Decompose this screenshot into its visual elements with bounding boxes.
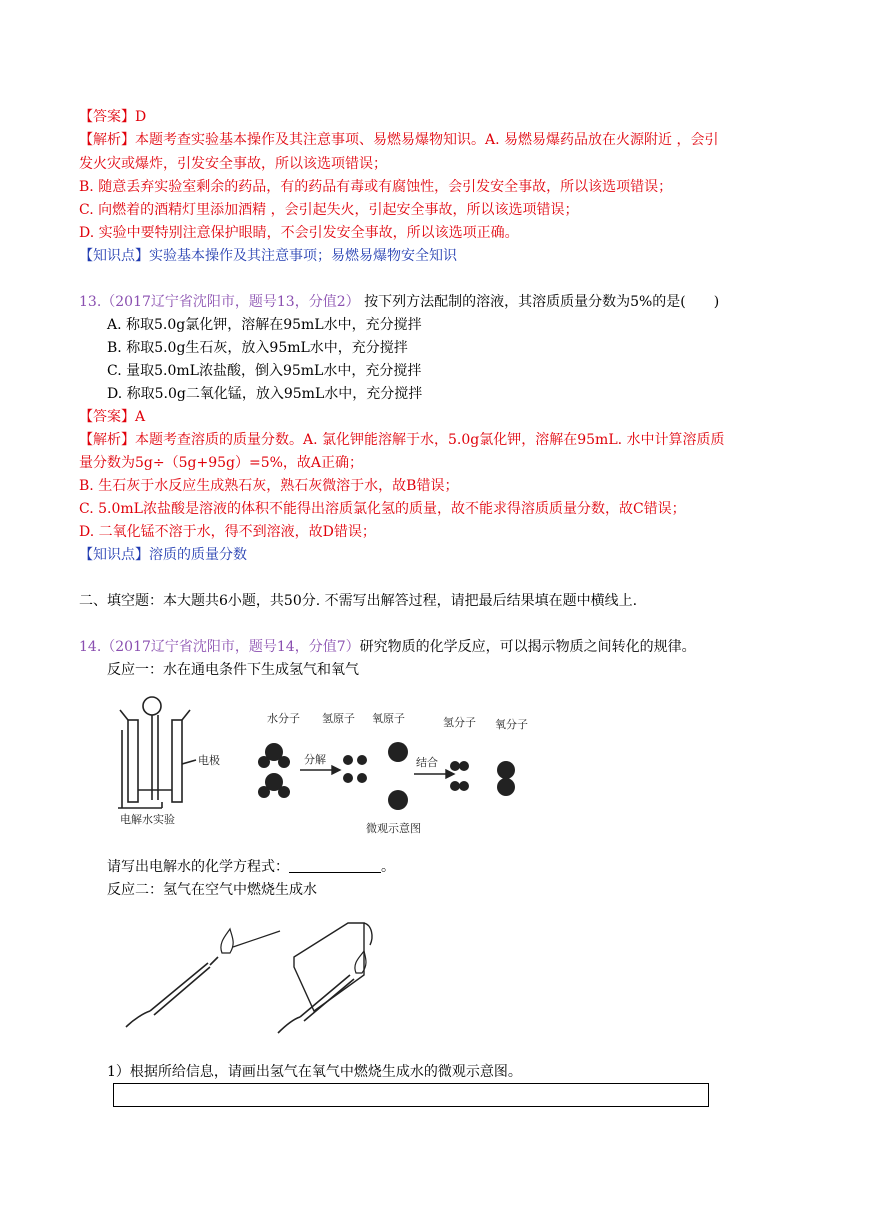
q13-analysis-c: C. 5.0mL浓盐酸是溶液的体积不能得出溶质氯化氢的质量，故不能求得溶质质量分数，故C错误； <box>79 501 686 517</box>
q13-option-b: B. 称取5.0g生石灰，放入95mL水中，充分搅拌 <box>107 340 408 356</box>
answer-tag: 【答案】 <box>79 409 135 425</box>
label-hydrogen-molecule: 氢分子 <box>443 716 476 729</box>
q12-analysis-line1 <box>79 130 718 152</box>
decompose-label: 分解 <box>304 753 326 766</box>
decompose-arrow <box>300 766 340 774</box>
analysis-tag: 【解析】 <box>79 132 135 148</box>
answer-value: A <box>135 409 146 425</box>
tube-left <box>126 957 218 1027</box>
q14-equation-prompt <box>107 857 395 879</box>
q14-subquestion-1: 1）根据所给信息，请画出氢气在氧气中燃烧生成水的微观示意图。 <box>107 1064 522 1080</box>
q13-option-a: A. 称取5.0g氯化钾，溶解在95mL水中，充分搅拌 <box>107 317 422 333</box>
answer-value: D <box>135 109 147 125</box>
q13-analysis-d: D. 二氧化锰不溶于水，得不到溶液，故D错误； <box>79 524 376 540</box>
q14-reaction2: 反应二：氢气在空气中燃烧生成水 <box>107 882 317 898</box>
electrolysis-caption: 电解水实验 <box>120 813 175 826</box>
q13-knowledge <box>79 545 247 567</box>
q13-analysis-line2: 量分数为5g÷（5g+95g）=5%，故A正确； <box>79 455 364 471</box>
knowledge-text: 实验基本操作及其注意事项；易燃易爆物安全知识 <box>149 248 457 264</box>
q12-analysis-line2: 发火灾或爆炸，引发安全事故，所以该选项错误； <box>79 156 387 172</box>
electrolysis-apparatus <box>118 697 196 808</box>
q13-option-d: D. 称取5.0g二氧化锰，放入95mL水中，充分搅拌 <box>107 386 423 402</box>
label-water-molecule: 水分子 <box>267 712 300 725</box>
combine-label: 结合 <box>416 756 438 769</box>
micro-caption: 微观示意图 <box>366 822 421 835</box>
q14-text: 研究物质的化学反应，可以揭示物质之间转化的规律。 <box>359 639 696 655</box>
combine-arrow <box>414 770 454 778</box>
knowledge-text: 溶质的质量分数 <box>149 547 247 563</box>
water-molecules <box>258 743 290 798</box>
analysis-text: 本题考查溶质的质量分数。A. 氯化钾能溶解于水，5.0g氯化钾，溶解在95mL. 水中计算溶质质 <box>135 432 725 448</box>
q13-stem <box>79 292 719 314</box>
flame-left <box>221 929 280 953</box>
tube-right <box>278 975 354 1033</box>
label-oxygen-molecule: 氧分子 <box>495 718 528 731</box>
electrolysis-figure <box>110 690 530 840</box>
q13-analysis-line1 <box>79 430 725 452</box>
oxygen-molecule <box>497 761 515 796</box>
q12-analysis-b: B. 随意丢弃实验室剩余的药品，有的药品有毒或有腐蚀性，会引发安全事故，所以该选项错误； <box>79 179 673 195</box>
q12-analysis-c: C. 向燃着的酒精灯里添加酒精 ，会引起失火，引起安全事故，所以该选项错误； <box>79 202 579 218</box>
q14-source: 14.（2017辽宁省沈阳市，题号14，分值7） <box>79 639 360 655</box>
answer-tag: 【答案】 <box>79 109 135 125</box>
label-oxygen-atom: 氧原子 <box>372 712 405 725</box>
knowledge-tag: 【知识点】 <box>79 547 149 563</box>
equation-prompt-end: 。 <box>381 859 395 875</box>
hydrogen-molecules <box>450 761 469 791</box>
q12-analysis-d: D. 实验中要特别注意保护眼睛，不会引发安全事故，所以该选项正确。 <box>79 225 519 241</box>
label-hydrogen-atom: 氢原子 <box>322 712 355 725</box>
analysis-text: 本题考查实验基本操作及其注意事项、易燃易爆物知识。A. 易燃易爆药品放在火源附近 ，会引 <box>135 132 719 148</box>
q14-reaction1: 反应一：水在通电条件下生成氢气和氧气 <box>107 662 359 678</box>
analysis-tag: 【解析】 <box>79 432 135 448</box>
q13-analysis-b: B. 生石灰于水反应生成熟石灰，熟石灰微溶于水，故B错误； <box>79 478 459 494</box>
electrode-label: 电极 <box>198 754 220 767</box>
equation-prompt-text: 请写出电解水的化学方程式： <box>107 859 289 875</box>
q13-source: 13.（2017辽宁省沈阳市，题号13，分值2） <box>79 294 360 310</box>
section-heading: 二、填空题：本大题共6小题，共50分. 不需写出解答过程，请把最后结果填在题中横线上. <box>79 593 638 609</box>
q14-stem <box>79 637 696 659</box>
q12-answer <box>79 107 146 129</box>
knowledge-tag: 【知识点】 <box>79 248 149 264</box>
hydrogen-burning-figure <box>118 915 378 1045</box>
equation-blank[interactable] <box>289 858 381 873</box>
q13-text: 按下列方法配制的溶液，其溶质质量分数为5%的是( ) <box>359 294 720 310</box>
q13-answer <box>79 407 145 429</box>
hydrogen-atoms <box>343 755 367 783</box>
q12-knowledge <box>79 246 457 268</box>
oxygen-atoms <box>388 742 408 810</box>
answer-drawing-box[interactable] <box>113 1083 709 1107</box>
q13-option-c: C. 量取5.0mL浓盐酸，倒入95mL水中，充分搅拌 <box>107 363 422 379</box>
